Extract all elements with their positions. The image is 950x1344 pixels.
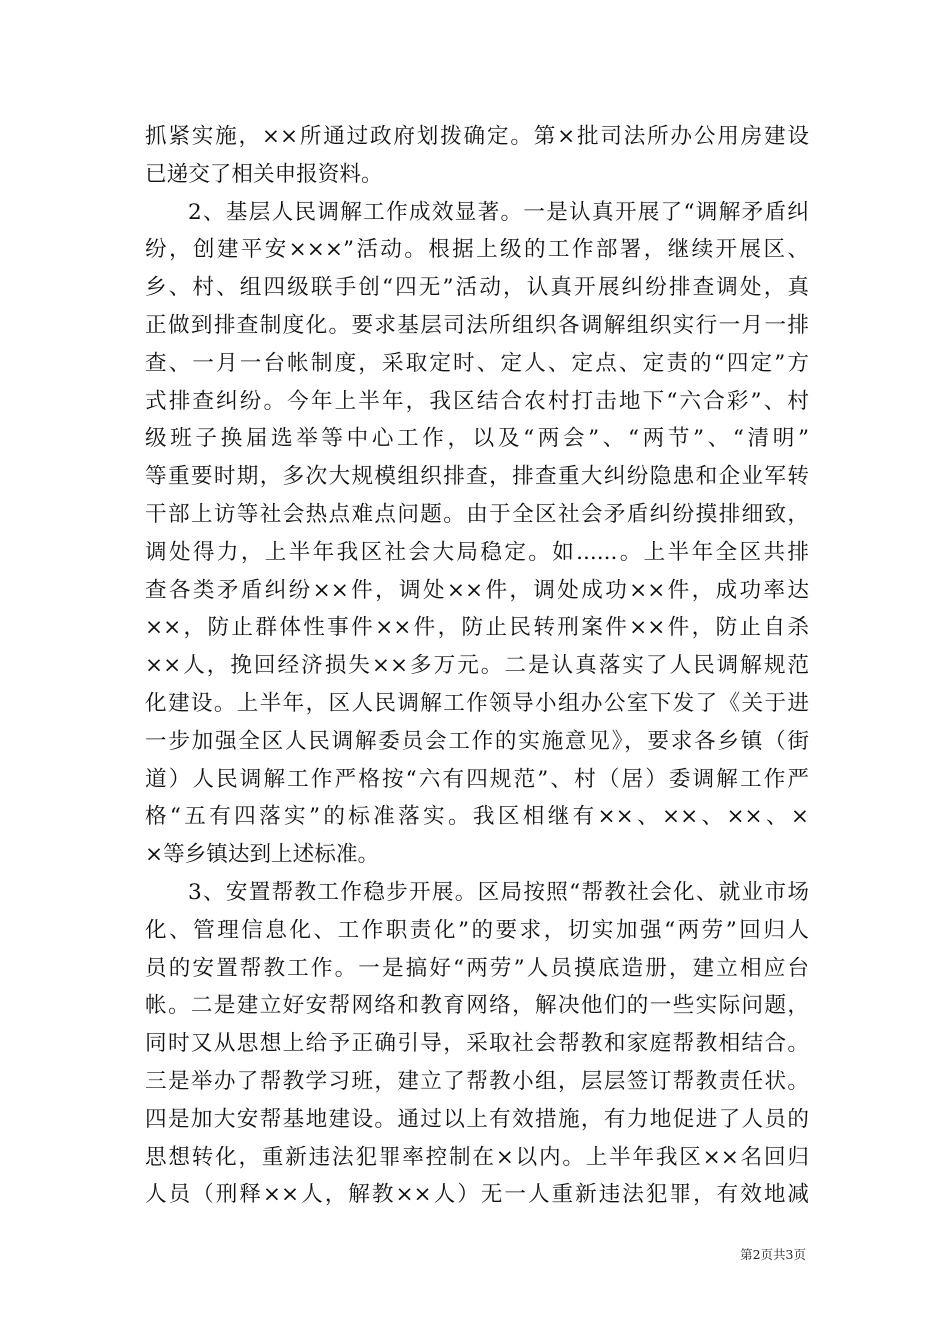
text-line: ××，防止群体性事件××件，防止民转刑案件××件，防止自杀 <box>145 615 809 641</box>
text-line: 级班子换届选举等中心工作，以及“两会”、“两节”、“清明” <box>145 426 809 452</box>
text-line: 等重要时期，多次大规模组织排查，排查重大纠纷隐患和企业军转 <box>145 464 809 490</box>
text-line: 一步加强全区人民调解委员会工作的实施意见》，要求各乡镇（街 <box>145 728 809 754</box>
text-line: 纷，创建平安×××”活动。根据上级的工作部署，继续开展区、 <box>145 237 809 263</box>
text-line: 四是加大安帮基地建设。通过以上有效措施，有力地促进了人员的 <box>145 1106 809 1132</box>
text-line: ××人，挽回经济损失××多万元。二是认真落实了人民调解规范 <box>145 653 809 679</box>
paragraph-2-first-line: 2、基层人民调解工作成效显著。一是认真开展了“调解矛盾纠 <box>188 199 809 225</box>
text-line: 乡、村、组四级联手创“四无”活动，认真开展纠纷排查调处，真 <box>145 275 809 301</box>
text-line: 查、一月一台帐制度，采取定时、定人、定点、定责的“四定”方 <box>145 350 809 376</box>
text-line: 人员（刑释××人，解教××人）无一人重新违法犯罪，有效地减 <box>145 1182 809 1208</box>
text-line: 干部上访等社会热点难点问题。由于全区社会矛盾纠纷摸排细致， <box>145 501 809 527</box>
text-line: 帐。二是建立好安帮网络和教育网络，解决他们的一些实际问题， <box>145 993 809 1019</box>
text-line: 调处得力，上半年我区社会大局稳定。如......。上半年全区共排 <box>145 539 809 565</box>
page-number-footer: 第2页共3页 <box>740 1247 806 1262</box>
text-line: 抓紧实施，××所通过政府划拨确定。第×批司法所办公用房建设 <box>145 124 809 149</box>
text-line: 同时又从思想上给予正确引导，采取社会帮教和家庭帮教相结合。 <box>145 1031 809 1057</box>
text-line: 正做到排查制度化。要求基层司法所组织各调解组织实行一月一排 <box>145 312 809 338</box>
text-line: 已递交了相关申报资料。 <box>145 161 383 187</box>
body-text <box>145 118 809 1214</box>
text-line: 格“五有四落实”的标准落实。我区相继有××、××、××、× <box>145 804 809 830</box>
text-line: 化、管理信息化、工作职责化”的要求，切实加强“两劳”回归人 <box>145 917 809 943</box>
paragraph-3-first-line: 3、安置帮教工作稳步开展。区局按照“帮教社会化、就业市场 <box>188 879 809 905</box>
text-line: 道）人民调解工作严格按“六有四规范”、村（居）委调解工作严 <box>145 766 809 792</box>
text-line: ×等乡镇达到上述标准。 <box>145 842 380 868</box>
text-line: 式排查纠纷。今年上半年，我区结合农村打击地下“六合彩”、村 <box>145 388 809 414</box>
text-line: 思想转化，重新违法犯罪率控制在×以内。上半年我区××名回归 <box>145 1144 809 1170</box>
text-line: 查各类矛盾纠纷××件，调处××件，调处成功××件，成功率达 <box>145 577 809 603</box>
text-line: 化建设。上半年，区人民调解工作领导小组办公室下发了《关于进 <box>145 690 809 716</box>
text-line: 三是举办了帮教学习班，建立了帮教小组，层层签订帮教责任状。 <box>145 1068 809 1094</box>
text-line: 员的安置帮教工作。一是搞好“两劳”人员摸底造册，建立相应台 <box>145 955 809 981</box>
